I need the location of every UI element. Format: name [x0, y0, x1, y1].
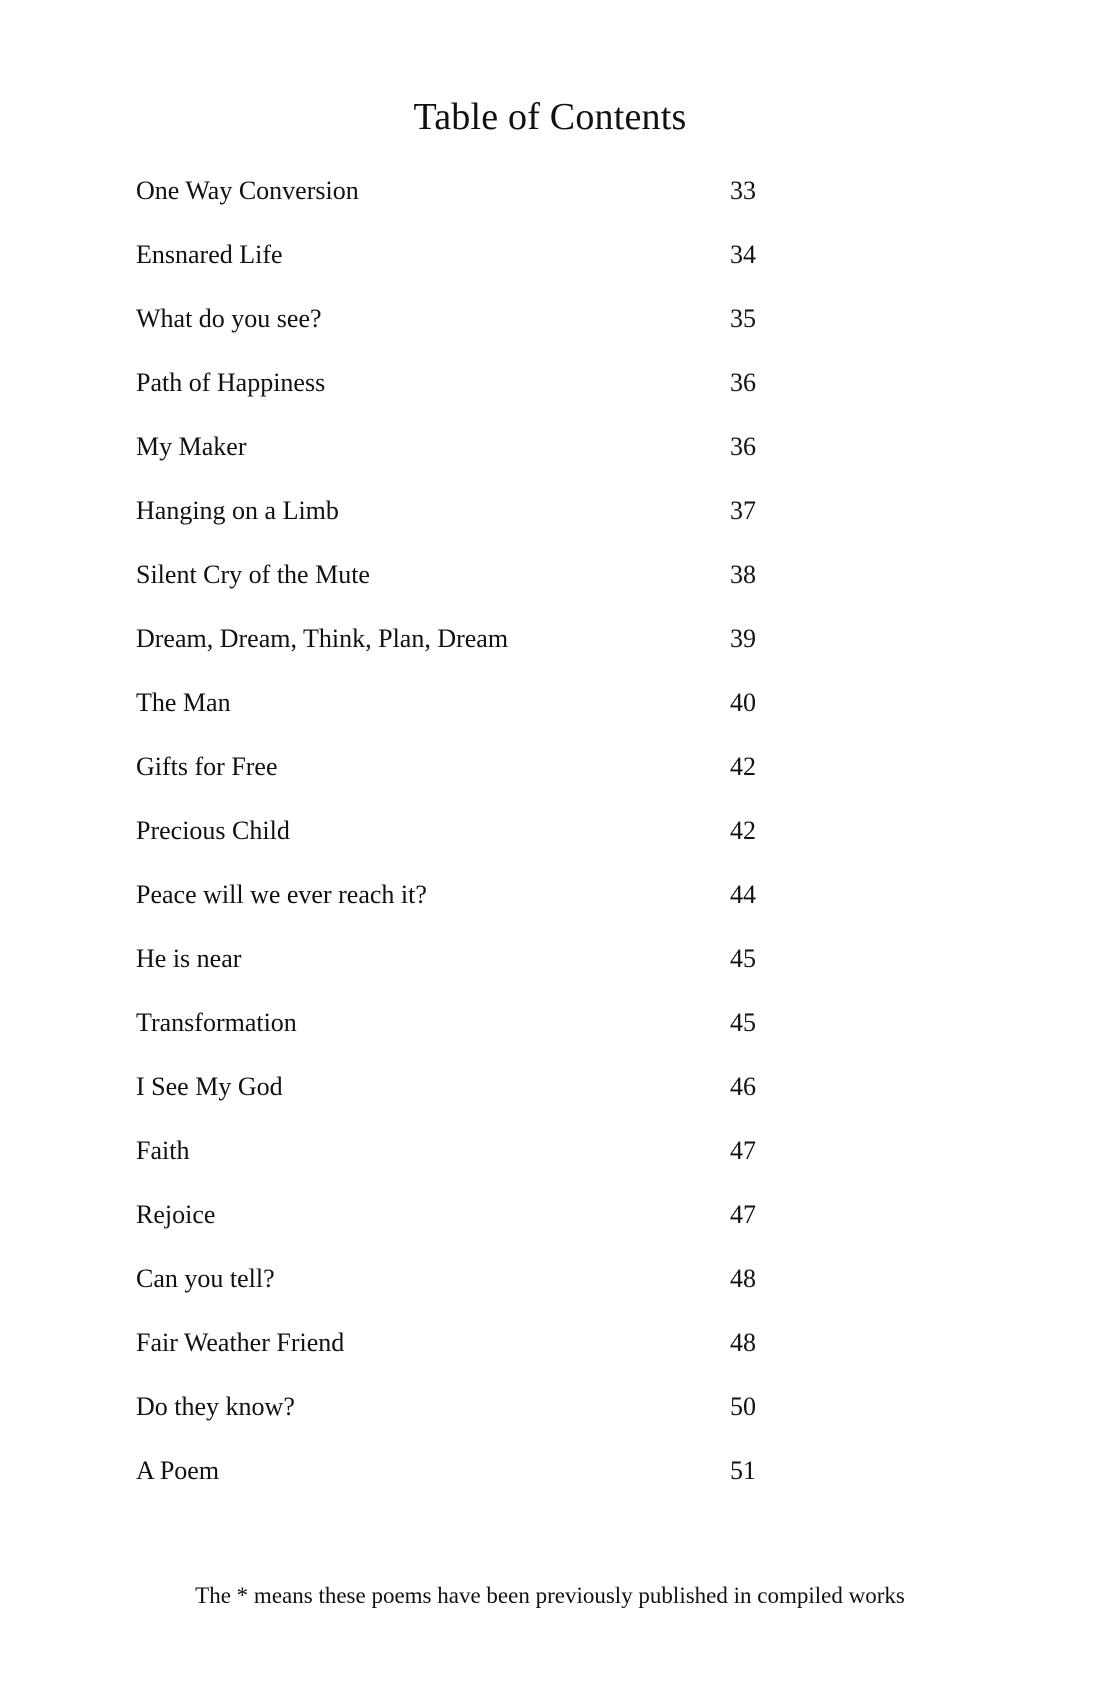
toc-entry-title: Do they know?	[136, 1392, 295, 1421]
toc-entry	[136, 171, 776, 235]
toc-entry-title: He is near	[136, 944, 242, 973]
toc-entry-title: Fair Weather Friend	[136, 1328, 345, 1357]
toc-entry-title: Peace will we ever reach it?	[136, 880, 427, 909]
toc-entry-title: Hanging on a Limb	[136, 496, 339, 525]
toc-entry	[136, 555, 776, 619]
toc-entry	[136, 1131, 776, 1195]
toc-entry-title: Gifts for Free	[136, 752, 278, 781]
toc-entry-title: Transformation	[136, 1008, 297, 1037]
toc-entry-page-number: 50	[730, 1392, 756, 1421]
page-title: Table of Contents	[413, 96, 687, 138]
toc-entry-page-number: 47	[730, 1200, 756, 1229]
toc-entry	[136, 747, 776, 811]
toc-entry	[136, 683, 776, 747]
toc-entry-title: Dream, Dream, Think, Plan, Dream	[136, 624, 509, 653]
toc-entry-page-number: 36	[730, 432, 756, 461]
toc-entry	[136, 875, 776, 939]
toc-entry	[136, 235, 776, 299]
toc-entry-title: Faith	[136, 1136, 190, 1165]
toc-entry-page-number: 34	[730, 240, 756, 269]
toc-entry-title: The Man	[136, 688, 231, 717]
toc-entry-title: Silent Cry of the Mute	[136, 560, 370, 589]
toc-entry-title: What do you see?	[136, 304, 322, 333]
toc-entry-page-number: 45	[730, 944, 756, 973]
toc-entry	[136, 1003, 776, 1067]
toc-entry	[136, 1387, 776, 1451]
toc-entry	[136, 1451, 776, 1515]
toc-entry-page-number: 42	[730, 752, 756, 781]
toc-entry-page-number: 46	[730, 1072, 756, 1101]
toc-entry-title: I See My God	[136, 1072, 283, 1101]
toc-entry-page-number: 42	[730, 816, 756, 845]
toc-entry	[136, 619, 776, 683]
toc-entry	[136, 811, 776, 875]
toc-entry-page-number: 47	[730, 1136, 756, 1165]
toc-entry-title: A Poem	[136, 1456, 220, 1485]
toc-list	[136, 171, 776, 1515]
toc-entry	[136, 1259, 776, 1323]
toc-entry-title: Rejoice	[136, 1200, 216, 1229]
toc-entry-page-number: 48	[730, 1264, 756, 1293]
toc-entry-title: Path of Happiness	[136, 368, 326, 397]
toc-entry-page-number: 39	[730, 624, 756, 653]
toc-entry-title: My Maker	[136, 432, 247, 461]
toc-entry-page-number: 40	[730, 688, 756, 717]
toc-entry	[136, 939, 776, 1003]
toc-entry	[136, 1195, 776, 1259]
toc-entry-page-number: 37	[730, 496, 756, 525]
toc-entry-title: Can you tell?	[136, 1264, 275, 1293]
toc-entry-page-number: 36	[730, 368, 756, 397]
toc-entry-title: Precious Child	[136, 816, 290, 845]
toc-entry	[136, 1323, 776, 1387]
toc-entry-title: One Way Conversion	[136, 176, 359, 205]
toc-entry	[136, 363, 776, 427]
toc-entry-page-number: 44	[730, 880, 756, 909]
toc-entry-page-number: 48	[730, 1328, 756, 1357]
toc-entry-title: Ensnared Life	[136, 240, 283, 269]
toc-entry	[136, 491, 776, 555]
footnote: The * means these poems have been previously published in compiled works	[195, 1583, 905, 1608]
toc-entry-page-number: 33	[730, 176, 756, 205]
toc-entry	[136, 1067, 776, 1131]
toc-entry-page-number: 45	[730, 1008, 756, 1037]
toc-entry	[136, 299, 776, 363]
toc-entry	[136, 427, 776, 491]
toc-entry-page-number: 35	[730, 304, 756, 333]
toc-entry-page-number: 38	[730, 560, 756, 589]
toc-entry-page-number: 51	[730, 1456, 756, 1485]
